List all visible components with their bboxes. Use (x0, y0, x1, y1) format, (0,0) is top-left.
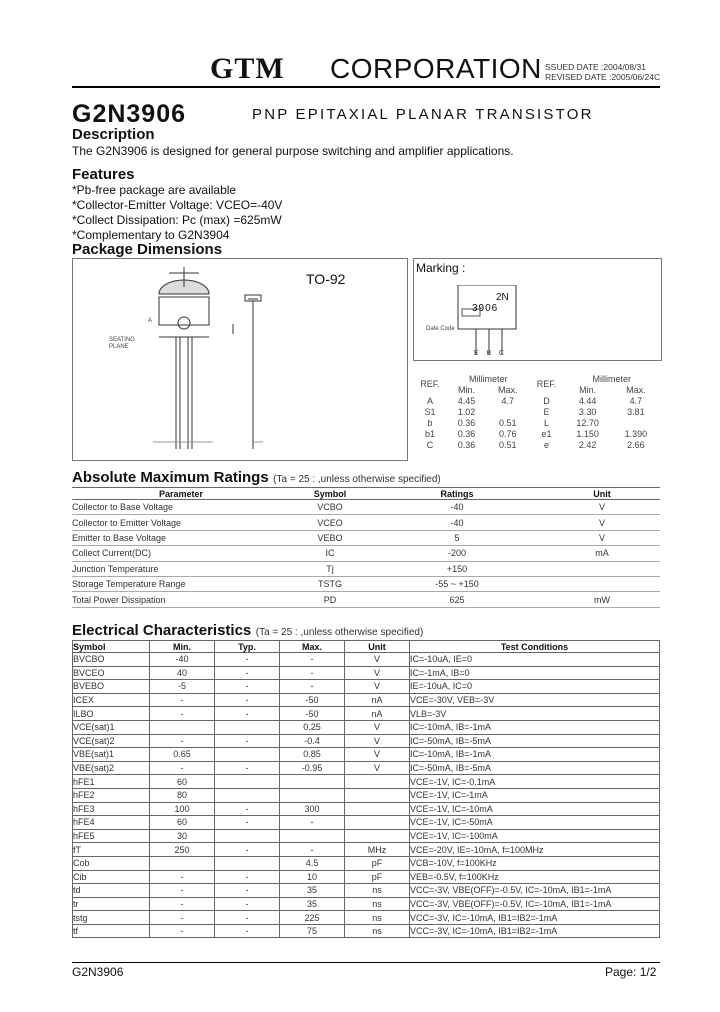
ec-cell: 60 (150, 775, 215, 789)
ec-cell: VCE=-1V, IC=-100mA (410, 829, 660, 843)
ec-cell (345, 788, 410, 802)
amr-cell: -200 (447, 548, 466, 559)
pin-b-label: B (486, 350, 492, 357)
ec-cell: VBE(sat)1 (73, 748, 150, 762)
ec-cell: BVCEO (73, 666, 150, 680)
ec-cell: VCE=-1V, IC=-1mA (410, 788, 660, 802)
header-rule (72, 86, 660, 88)
ec-cell: ns (345, 924, 410, 938)
ec-cell: VBE(sat)2 (73, 761, 150, 775)
amr-row (72, 546, 660, 561)
ec-cell: VCC=-3V, VBE(OFF)=-0.5V, IC=-10mA, IB1=-1mA (410, 884, 660, 898)
amr-cell: PD (323, 594, 337, 605)
ec-note: (Ta = 25 : ,unless otherwise specified) (255, 627, 424, 638)
ec-table (72, 640, 660, 938)
dim-cell: b1 (424, 428, 435, 439)
dim-cell: C (426, 439, 434, 450)
ec-cell: nA (345, 707, 410, 721)
ec-cell: hFE2 (73, 788, 150, 802)
ec-cell: -40 (150, 653, 215, 667)
feature-item: *Pb-free package are available (72, 183, 237, 197)
ec-cell: - (150, 924, 215, 938)
ec-cell: - (280, 843, 345, 857)
ec-cell: VCE=-1V, IC=-0.1mA (410, 775, 660, 789)
ec-cell (215, 748, 280, 762)
dim-row (413, 439, 660, 450)
ec-cell: -50 (280, 707, 345, 721)
ec-cell: 40 (150, 666, 215, 680)
ec-cell: ns (345, 911, 410, 925)
ec-cell: BVCBO (73, 653, 150, 667)
ec-cell: tr (73, 897, 150, 911)
ec-row (73, 843, 660, 857)
seating-plane-label: SEATING PLANE (109, 337, 135, 350)
ec-row (73, 897, 660, 911)
ec-cell: - (280, 816, 345, 830)
amr-cell: VCEO (317, 517, 343, 528)
ec-cell: 4.5 (280, 856, 345, 870)
feature-item: *Collector-Emitter Voltage: VCEO=-40V (72, 198, 283, 212)
ec-col-header: Typ. (215, 641, 280, 653)
ec-row (73, 884, 660, 898)
dim-cell: 4.44 (578, 395, 597, 406)
ec-cell: IC=-10mA, IB=-1mA (410, 720, 660, 734)
document-dates (545, 62, 660, 82)
ec-cell: IC=-10uA, IE=0 (410, 653, 660, 667)
amr-row (72, 530, 660, 545)
amr-col-header: Symbol (313, 488, 347, 499)
issued-date: SSUED DATE :2004/08/31 (545, 62, 646, 72)
ec-cell: - (215, 884, 280, 898)
dim-max-header: Max. (626, 384, 646, 395)
amr-cell (544, 561, 660, 576)
ec-cell: - (215, 870, 280, 884)
dim-cell: 3.81 (627, 406, 645, 417)
amr-note: (Ta = 25 : ,unless otherwise specified) (273, 474, 441, 485)
ec-row (73, 911, 660, 925)
ec-cell (150, 856, 215, 870)
amr-table (72, 487, 660, 608)
ec-cell (345, 829, 410, 843)
amr-row (72, 515, 660, 530)
ec-cell: V (345, 720, 410, 734)
ec-cell: IC=-50mA, IB=-5mA (410, 761, 660, 775)
amr-cell: 625 (449, 594, 465, 605)
pin-labels (474, 350, 534, 357)
ec-cell: VCB=-10V, f=100KHz (410, 856, 660, 870)
pin-e-label: E (474, 350, 479, 357)
dim-cell: 0.36 (457, 428, 476, 439)
footer-page-number: Page: 1/2 (605, 965, 657, 979)
dim-cell: 1.02 (457, 406, 476, 417)
ec-cell: - (215, 897, 280, 911)
ec-cell (345, 802, 410, 816)
ec-cell: VCE(sat)1 (73, 720, 150, 734)
ec-cell: - (150, 884, 215, 898)
ec-cell: - (215, 707, 280, 721)
ec-cell: 60 (150, 816, 215, 830)
ec-row (73, 870, 660, 884)
amr-cell: IC (325, 548, 335, 559)
ec-cell (215, 856, 280, 870)
dimension-table-header (413, 373, 660, 384)
amr-cell: mA (595, 548, 609, 559)
ec-col-header: Unit (345, 641, 410, 653)
ec-cell: VEB=-0.5V, f=100KHz (410, 870, 660, 884)
ec-cell (280, 775, 345, 789)
description-text: The G2N3906 is designed for general purpose switching and amplifier applications. (72, 144, 514, 158)
dim-cell (612, 417, 660, 428)
ec-cell: pF (345, 870, 410, 884)
ec-cell: - (150, 761, 215, 775)
ec-cell: V (345, 666, 410, 680)
amr-cell: mW (594, 594, 610, 605)
ec-cell: hFE1 (73, 775, 150, 789)
dim-cell: S1 (424, 406, 436, 417)
amr-cell: -55 ~ +150 (435, 579, 479, 590)
ec-cell: - (215, 761, 280, 775)
ec-cell: - (280, 666, 345, 680)
dim-ref-header: REF. (420, 379, 440, 389)
ec-row (73, 816, 660, 830)
amr-cell: Collect Current(DC) (72, 548, 152, 559)
ec-col-header: Max. (280, 641, 345, 653)
ec-cell: tf (73, 924, 150, 938)
ec-cell: IC=-10mA, IB=-1mA (410, 748, 660, 762)
company-name: CORPORATION (330, 53, 542, 84)
amr-cell: Tj (326, 563, 334, 574)
ec-row (73, 720, 660, 734)
amr-row (72, 592, 660, 607)
ec-col-header: Test Conditions (410, 641, 660, 653)
amr-cell: Total Power Dissipation (72, 594, 166, 605)
dim-cell: 0.36 (457, 417, 476, 428)
ec-cell: 80 (150, 788, 215, 802)
ec-cell: Cob (73, 856, 150, 870)
amr-row (72, 500, 660, 515)
ec-cell: - (215, 911, 280, 925)
ec-row (73, 775, 660, 789)
package-drawing-box (72, 258, 408, 461)
ec-cell: Cib (73, 870, 150, 884)
amr-cell (544, 576, 660, 591)
amr-heading-line (72, 469, 441, 487)
dim-row (413, 417, 660, 428)
dim-row (413, 395, 660, 406)
ec-cell: tstg (73, 911, 150, 925)
ec-cell: - (215, 734, 280, 748)
marking-line-1: 2N (496, 292, 509, 303)
marking-label: Marking : (416, 261, 466, 275)
ec-cell: hFE4 (73, 816, 150, 830)
dim-cell: 12.70 (576, 417, 599, 428)
ec-cell: VCE=-1V, IC=-50mA (410, 816, 660, 830)
dim-cell: 1.150 (576, 428, 599, 439)
ec-cell: 0.85 (280, 748, 345, 762)
ec-row (73, 680, 660, 694)
amr-cell: Junction Temperature (72, 563, 159, 574)
amr-cell: 5 (454, 532, 460, 543)
ec-cell: VCC=-3V, IC=-10mA, IB1=IB2=-1mA (410, 911, 660, 925)
dim-cell: 4.7 (629, 395, 643, 406)
ec-cell (150, 720, 215, 734)
ec-cell: - (215, 816, 280, 830)
amr-cell: VCBO (317, 502, 343, 513)
ec-cell: - (215, 693, 280, 707)
amr-row (72, 576, 660, 591)
ec-heading: Electrical Characteristics (72, 622, 252, 639)
ec-cell (215, 720, 280, 734)
part-number-title: G2N3906 (72, 100, 187, 128)
amr-cell: -40 (450, 502, 464, 513)
dim-cell: 0.36 (457, 439, 476, 450)
ec-row (73, 924, 660, 938)
ec-cell: 10 (280, 870, 345, 884)
ec-cell: V (345, 680, 410, 694)
amr-cell: V (598, 502, 605, 513)
ec-cell: 35 (280, 897, 345, 911)
feature-item: *Complementary to G2N3904 (72, 228, 230, 242)
amr-cell: V (598, 517, 605, 528)
ec-cell: 75 (280, 924, 345, 938)
amr-cell: TSTG (318, 579, 342, 590)
amr-cell: Collector to Base Voltage (72, 502, 174, 513)
dim-mm-header: Millimeter (592, 373, 631, 384)
dim-min-header: Min. (458, 384, 476, 395)
ec-cell: V (345, 761, 410, 775)
ec-row (73, 856, 660, 870)
dim-row (413, 428, 660, 439)
ec-cell: 225 (280, 911, 345, 925)
ec-cell (215, 775, 280, 789)
features-list (72, 183, 282, 243)
ec-cell: 0.65 (150, 748, 215, 762)
ec-cell: ICEX (73, 693, 150, 707)
dim-cell: 4.45 (457, 395, 476, 406)
ec-cell: - (215, 653, 280, 667)
dim-cell: b (427, 417, 433, 428)
ec-cell (215, 788, 280, 802)
ec-table-header (73, 641, 660, 653)
dim-cell: A (426, 395, 433, 406)
dim-min-header: Min. (579, 384, 597, 395)
ec-cell: - (215, 666, 280, 680)
ec-cell: - (150, 693, 215, 707)
ec-row (73, 707, 660, 721)
description-heading: Description (72, 126, 155, 143)
ec-cell: IC=-50mA, IB=-5mA (410, 734, 660, 748)
dim-cell: 4.7 (501, 395, 514, 406)
ec-cell: hFE5 (73, 829, 150, 843)
ec-cell: BVEBO (73, 680, 150, 694)
ec-cell (215, 829, 280, 843)
dim-cell: L (543, 417, 549, 428)
ec-cell: pF (345, 856, 410, 870)
amr-cell: Collector to Emitter Voltage (72, 517, 182, 528)
ec-cell: VLB=-3V (410, 707, 660, 721)
amr-col-header: Ratings (440, 488, 474, 499)
dim-cell: D (543, 395, 550, 406)
ec-cell: IE=-10uA, IC=0 (410, 680, 660, 694)
date-code-label: Date Code (426, 326, 455, 332)
ec-cell: - (150, 911, 215, 925)
package-type-label: TO-92 (306, 271, 346, 287)
ec-row (73, 829, 660, 843)
dim-cell: 0.76 (498, 428, 517, 439)
marking-box (413, 258, 662, 361)
dim-cell: e1 (541, 428, 552, 439)
dim-max-header: Max. (497, 384, 518, 395)
ec-cell: - (215, 802, 280, 816)
dim-cell: 0.51 (498, 439, 517, 450)
ec-cell: V (345, 734, 410, 748)
ec-cell: 100 (150, 802, 215, 816)
ec-row (73, 802, 660, 816)
amr-cell: Storage Temperature Range (72, 579, 186, 590)
ec-cell (345, 816, 410, 830)
amr-cell: +150 (446, 563, 468, 574)
ec-row (73, 734, 660, 748)
dim-cell: 2.66 (627, 439, 645, 450)
ec-cell: VCC=-3V, VBE(OFF)=-0.5V, IC=-10mA, IB1=-1mA (410, 897, 660, 911)
dimension-letter-a: A (148, 318, 153, 324)
ec-cell: - (150, 707, 215, 721)
ec-cell: VCE=-30V, VEB=-3V (410, 693, 660, 707)
ec-cell: -0.4 (280, 734, 345, 748)
ec-cell: MHz (345, 843, 410, 857)
dimension-table (413, 373, 660, 450)
amr-row (72, 561, 660, 576)
ec-cell: ns (345, 884, 410, 898)
ec-cell: -50 (280, 693, 345, 707)
ec-cell: - (280, 680, 345, 694)
ec-cell: -0.95 (280, 761, 345, 775)
ec-cell (280, 829, 345, 843)
ec-cell (280, 788, 345, 802)
amr-cell: V (598, 532, 605, 543)
ec-cell: -5 (150, 680, 215, 694)
ec-cell: VCC=-3V, IC=-10mA, IB1=IB2=-1mA (410, 924, 660, 938)
amr-cell: -40 (450, 517, 464, 528)
ec-cell: 30 (150, 829, 215, 843)
dim-cell: E (543, 406, 550, 417)
dim-cell: 0.51 (498, 417, 517, 428)
ec-cell: - (150, 734, 215, 748)
pin-c-label: C (498, 350, 504, 357)
ec-cell: ns (345, 897, 410, 911)
ec-cell: 300 (280, 802, 345, 816)
ec-cell: - (215, 924, 280, 938)
dim-mm-header: Millimeter (468, 373, 508, 384)
ec-cell: nA (345, 693, 410, 707)
ec-cell: 250 (150, 843, 215, 857)
ec-cell: V (345, 653, 410, 667)
ec-cell: V (345, 748, 410, 762)
ec-row (73, 788, 660, 802)
part-subtitle: PNP EPITAXIAL PLANAR TRANSISTOR (252, 106, 594, 123)
dim-row (413, 406, 660, 417)
ec-cell: fT (73, 843, 150, 857)
amr-cell: Emitter to Base Voltage (72, 532, 167, 543)
dim-cell: 3.30 (578, 406, 597, 417)
amr-heading: Absolute Maximum Ratings (72, 469, 269, 486)
dim-cell (486, 406, 529, 417)
ec-heading-line (72, 622, 423, 640)
ec-row (73, 748, 660, 762)
ec-cell: - (150, 870, 215, 884)
package-heading: Package Dimensions (72, 241, 223, 258)
amr-col-header: Unit (593, 488, 611, 499)
ec-cell: - (215, 680, 280, 694)
ec-col-header: Symbol (73, 641, 150, 653)
ec-cell: VCE=-20V, IE=-10mA, f=100MHz (410, 843, 660, 857)
footer-rule (72, 962, 660, 963)
footer-part-number: G2N3906 (72, 965, 124, 979)
company-logo-gtm: GTM (210, 52, 285, 85)
ec-cell: hFE3 (73, 802, 150, 816)
amr-table-header (72, 488, 660, 500)
ec-cell (345, 775, 410, 789)
features-heading: Features (72, 166, 135, 183)
ec-cell: - (150, 897, 215, 911)
dim-ref-header: REF. (536, 379, 557, 389)
ec-cell: 35 (280, 884, 345, 898)
ec-cell: IC=-1mA, IB=0 (410, 666, 660, 680)
amr-col-header: Parameter (158, 488, 204, 499)
marking-line-2: 3906 (472, 303, 499, 314)
amr-cell: VEBO (317, 532, 343, 543)
ec-cell: - (215, 843, 280, 857)
ec-cell: td (73, 884, 150, 898)
ec-cell: VCE(sat)2 (73, 734, 150, 748)
dim-cell: 1.390 (624, 428, 648, 439)
dim-cell: 2.42 (578, 439, 597, 450)
ec-row (73, 666, 660, 680)
ec-col-header: Min. (150, 641, 215, 653)
ec-cell: 0.25 (280, 720, 345, 734)
ec-cell: VCE=-1V, IC=-10mA (410, 802, 660, 816)
ec-row (73, 693, 660, 707)
to92-outline-drawing (73, 259, 407, 460)
feature-item: *Collect Dissipation: Pc (max) =625mW (72, 213, 282, 227)
ec-cell: ILBO (73, 707, 150, 721)
revised-date: REVISED DATE :2005/06/24C (545, 72, 661, 82)
ec-row (73, 761, 660, 775)
dim-cell: e (543, 439, 549, 450)
ec-row (73, 653, 660, 667)
ec-cell: - (280, 653, 345, 667)
